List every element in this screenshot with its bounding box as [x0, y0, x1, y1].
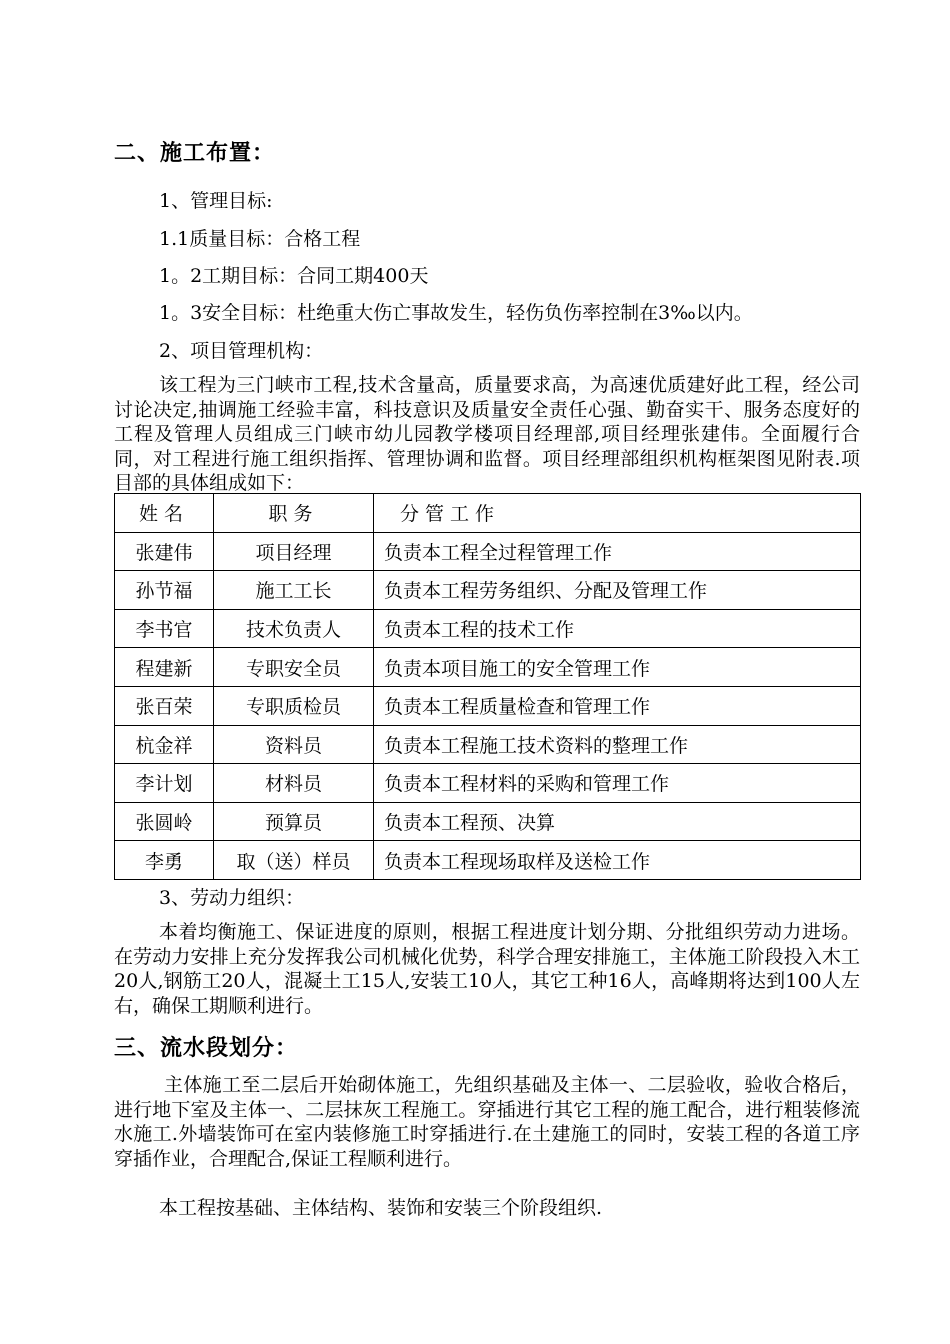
staff-role: 施工工长 [214, 571, 374, 610]
staff-table [114, 493, 861, 880]
table-row [115, 609, 861, 648]
section-heading-flow-segments: 三、流水段划分： [114, 1036, 299, 1061]
table-row [115, 532, 861, 571]
table-row [115, 764, 861, 803]
staff-role: 资料员 [214, 725, 374, 764]
table-row [115, 686, 861, 725]
quality-goal: 1.1质量目标：合格工程 [159, 228, 361, 250]
staff-name: 张百荣 [115, 686, 214, 725]
staff-duty: 负责本工程全过程管理工作 [374, 532, 861, 571]
header-role: 职务 [214, 494, 374, 533]
staff-role: 项目经理 [214, 532, 374, 571]
table-row [115, 802, 861, 841]
table-row [115, 648, 861, 687]
table-row [115, 841, 861, 880]
labor-paragraph: 本着均衡施工、保证进度的原则，根据工程进度计划分期、分批组织劳动力进场。在劳动力安排上充分发挥我公司机械化优势，科学合理安排施工，主体施工阶段投入木工20人,钢筋工20人，混凝土工15人,安装工10人，其它工种16人，高峰期将达到100人左右，确保工期顺利进行。 [114, 921, 860, 1017]
section-heading-construction-layout: 二、施工布置： [114, 141, 276, 166]
staff-name: 李书官 [115, 609, 214, 648]
labor-title: 3、劳动力组织： [159, 887, 305, 909]
schedule-goal: 1。2工期目标：合同工期400天 [159, 265, 429, 287]
organization-paragraph: 该工程为三门峡市工程,技术含量高，质量要求高，为高速优质建好此工程，经公司讨论决定,抽调施工经验丰富，科技意识及质量安全责任心强、勤奋实干、服务态度好的工程及管理人员组成三门峡市幼儿园教学楼项目经理部,项目经理张建伟。全面履行合同，对工程进行施工组织指挥、管理协调和监督。项目经理部组织机构框架图见附表.项目部的具体组成如下： [114, 374, 860, 494]
header-duty: 分管工作 [374, 494, 861, 533]
table-row [115, 571, 861, 610]
staff-duty: 负责本工程施工技术资料的整理工作 [374, 725, 861, 764]
staff-duty: 负责本工程现场取样及送检工作 [374, 841, 861, 880]
staff-role: 预算员 [214, 802, 374, 841]
organization-title: 2、项目管理机构： [159, 340, 324, 362]
staff-name: 张圆岭 [115, 802, 214, 841]
staff-duty: 负责本工程劳务组织、分配及管理工作 [374, 571, 861, 610]
staff-duty: 负责本工程的技术工作 [374, 609, 861, 648]
staff-name: 李计划 [115, 764, 214, 803]
flow-paragraph-2: 本工程按基础、主体结构、装饰和安装三个阶段组织. [159, 1197, 603, 1219]
staff-role: 材料员 [214, 764, 374, 803]
staff-name: 杭金祥 [115, 725, 214, 764]
staff-role: 技术负责人 [214, 609, 374, 648]
staff-name: 孙节福 [115, 571, 214, 610]
flow-paragraph-1: 主体施工至二层后开始砌体施工，先组织基础及主体一、二层验收，验收合格后，进行地下室及主体一、二层抹灰工程施工。穿插进行其它工程的施工配合，进行粗装修流水施工.外墙装饰可在室内装修施工时穿插进行.在土建施工的同时，安装工程的各道工序穿插作业，合理配合,保证工程顺利进行。 [114, 1074, 860, 1170]
table-header-row [115, 494, 861, 533]
management-goal-title: 1、管理目标: [159, 190, 273, 212]
staff-duty: 负责本工程质量检查和管理工作 [374, 686, 861, 725]
staff-name: 程建新 [115, 648, 214, 687]
header-name: 姓名 [115, 494, 214, 533]
staff-name: 李勇 [115, 841, 214, 880]
staff-duty: 负责本工程预、决算 [374, 802, 861, 841]
staff-name: 张建伟 [115, 532, 214, 571]
staff-duty: 负责本工程材料的采购和管理工作 [374, 764, 861, 803]
staff-role: 专职安全员 [214, 648, 374, 687]
table-row [115, 725, 861, 764]
safety-goal: 1。3安全目标：杜绝重大伤亡事故发生，轻伤负伤率控制在3‰以内。 [159, 302, 753, 324]
staff-duty: 负责本项目施工的安全管理工作 [374, 648, 861, 687]
staff-role: 取（送）样员 [214, 841, 374, 880]
staff-role: 专职质检员 [214, 686, 374, 725]
